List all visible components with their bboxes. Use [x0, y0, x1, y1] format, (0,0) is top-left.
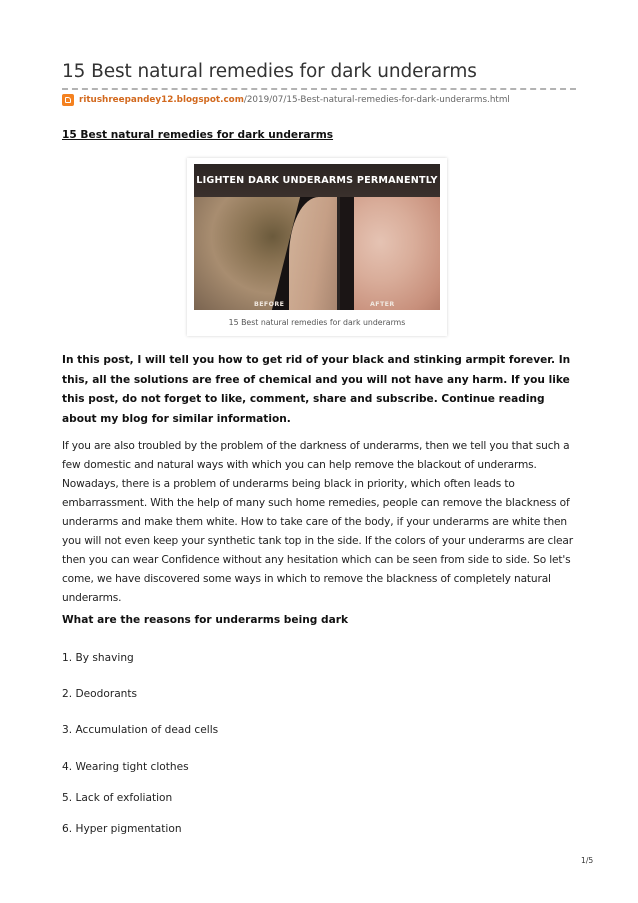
image-banner-text: LIGHTEN DARK UNDERARMS PERMANENTLY	[194, 164, 440, 197]
list-item: 1. By shaving	[62, 652, 134, 664]
after-photo	[340, 197, 440, 310]
list-item: 3. Accumulation of dead cells	[62, 724, 219, 736]
before-after-image	[194, 164, 440, 310]
blogger-icon	[62, 94, 74, 106]
before-photo	[194, 197, 337, 310]
document-title: 15 Best natural remedies for dark underarms	[62, 61, 477, 82]
after-strap	[340, 197, 354, 310]
list-item: 2. Deodorants	[62, 688, 138, 700]
source-path: /2019/07/15-Best-natural-remedies-for-dark-underarms.html	[243, 95, 510, 105]
list-item: 5. Lack of exfoliation	[62, 792, 173, 804]
post-heading: 15 Best natural remedies for dark underarms	[62, 129, 334, 141]
intro-paragraph: In this post, I will tell you how to get rid of your black and stinking armpit forever. In this, all the solutions are free of chemical and you will not have any harm. If you like this post, do not forget to like, comment, share and subscribe. Continue reading about my blog for similar information.	[62, 354, 571, 425]
title-divider	[62, 88, 576, 90]
article-figure	[187, 158, 447, 336]
source-line	[62, 93, 510, 107]
after-label: AFTER	[370, 301, 395, 308]
figure-caption: 15 Best natural remedies for dark underarms	[228, 318, 406, 327]
source-domain-link[interactable]: ritushreepandey12.blogspot.com	[79, 95, 244, 105]
reasons-heading: What are the reasons for underarms being dark	[62, 614, 349, 626]
page-number: 1/5	[581, 856, 594, 865]
body-paragraph: If you are also troubled by the problem of the darkness of underarms, then we tell you that such a few domestic and natural ways with which you can help remove the blackout of underarms. Nowadays, there is a problem of underarms being black in priority, which often leads to embarrassment. With the help of many such home remedies, people can remove the blackness of underarms and make them white. How to take care of the body, if your underarms are white then you will not even keep your synthetic tank top in the side. If the colors of your underarms are clear then you can wear Confidence without any hesitation which can be seen from side to side. So let's come, we have discovered some ways in which to remove the blackness of completely natural underarms.	[62, 440, 573, 604]
before-label: BEFORE	[254, 301, 285, 308]
list-item: 4. Wearing tight clothes	[62, 761, 189, 773]
list-item: 6. Hyper pigmentation	[62, 823, 182, 835]
